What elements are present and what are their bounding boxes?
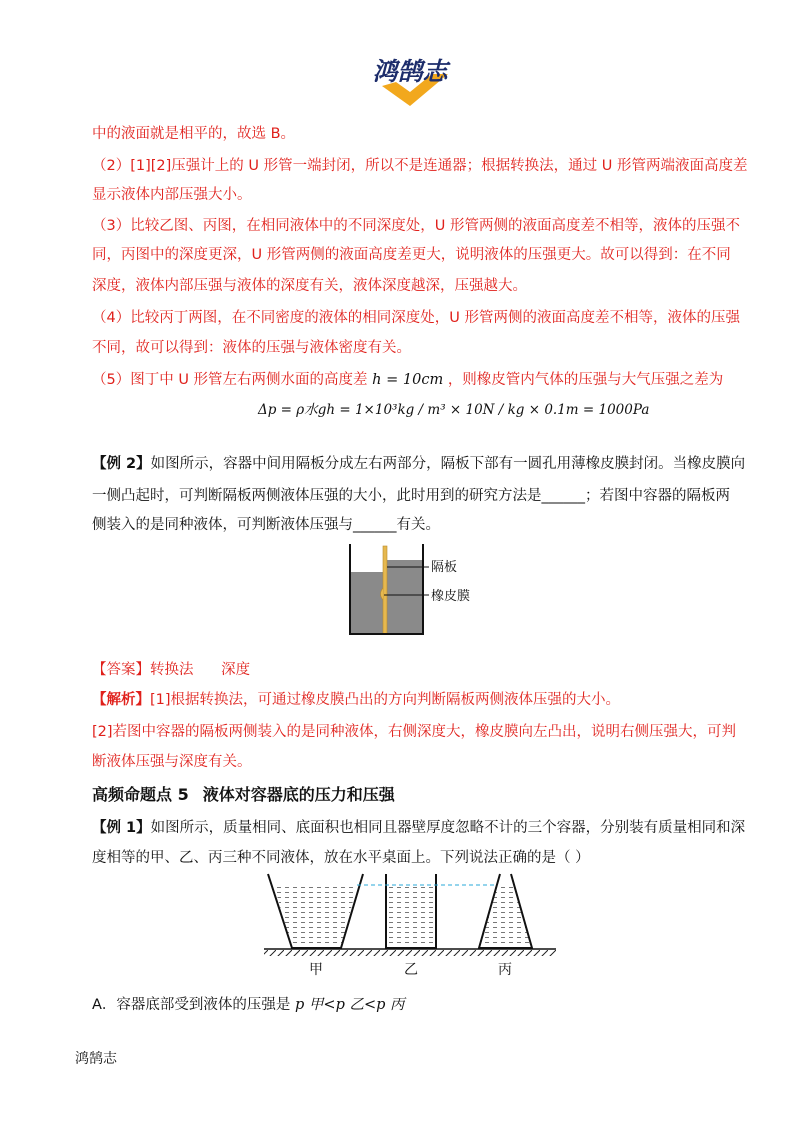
- example1-line-1: [92, 818, 745, 838]
- partition-label: 隔板: [431, 560, 458, 575]
- three-containers-figure: [260, 870, 560, 980]
- container-yi-liquid: [386, 885, 436, 948]
- analysis2-line-1: [92, 690, 620, 710]
- label-yi: 乙: [404, 962, 418, 978]
- analysis2-line-2: [2]若图中容器的隔板两侧装入的是同种液体，右侧深度大，橡皮膜向左凸出，说明右侧压强大，可判: [92, 724, 737, 740]
- label-jia: 甲: [309, 962, 323, 978]
- right-liquid: [387, 560, 422, 634]
- section-number: 高频命题点 5: [92, 785, 189, 804]
- footer-brand: 鸿鹄志: [75, 1051, 117, 1067]
- logo-text: 鸿鹄志: [372, 57, 448, 86]
- example2-label: 【例 2】: [92, 456, 151, 472]
- analysis-line-3: 显示液体内部压强大小。: [92, 187, 252, 203]
- example2-line-1: [92, 454, 745, 474]
- analysis2-label: 【解析】: [92, 692, 150, 708]
- analysis-line-8: 不同，故可以得到：液体的压强与液体密度有关。: [92, 340, 411, 356]
- partition-container-figure: [345, 540, 495, 640]
- example1-line-2: 度相等的甲、乙、丙三种不同液体，放在水平桌面上。下列说法正确的是（ ）: [92, 850, 590, 866]
- analysis-line-9: [92, 370, 723, 390]
- example2-line-3: 侧装入的是同种液体，可判断液体压强与______有关。: [92, 517, 440, 533]
- analysis-line-1: 中的液面就是相平的，故选 B。: [92, 126, 296, 142]
- example2-text-1: 如图所示，容器中间用隔板分成左右两部分，隔板下部有一圆孔用薄橡皮膜封闭。当橡皮膜向: [150, 456, 746, 472]
- example2-line-2: 一侧凸起时，可判断隔板两侧液体压强的大小，此时用到的研究方法是______；若图中容器的隔板两: [92, 488, 730, 504]
- analysis2-line-3: 断液体压强与深度有关。: [92, 754, 252, 770]
- example1-text-1: 如图所示，质量相同、底面积也相同且器壁厚度忽略不计的三个容器，分别装有质量相同和深: [150, 820, 746, 836]
- analysis-line-4: （3）比较乙图、丙图，在相同液体中的不同深度处，U 形管两侧的液面高度差不相等，液体的压强不: [92, 218, 740, 234]
- option-a: [92, 995, 405, 1015]
- option-a-text: A．容器底部受到液体的压强是: [92, 997, 296, 1013]
- answer-label: 【答案】: [92, 662, 150, 678]
- pressure-formula: Δp = ρ水gh = 1×10³kg / m³ × 10N / kg × 0.1m = 1000Pa: [258, 402, 650, 418]
- analysis-line-9-end: ，则橡皮管内气体的压强与大气压强之差为: [447, 372, 724, 388]
- membrane-label: 橡皮膜: [431, 589, 471, 604]
- analysis-line-7: （4）比较丙丁两图，在不同密度的液体的相同深度处，U 形管两侧的液面高度差不相等，液体的压强: [92, 310, 740, 326]
- analysis-line-6: 深度，液体内部压强与液体的深度有关，液体深度越深，压强越大。: [92, 278, 527, 294]
- answer-line: [92, 660, 250, 680]
- answer-text: 转换法 深度: [150, 662, 251, 678]
- label-bing: 丙: [498, 962, 512, 978]
- option-a-math: p 甲<p 乙<p 丙: [295, 997, 405, 1013]
- section-heading: [92, 782, 409, 805]
- partition-board: [383, 546, 387, 634]
- analysis-line-9-start: （5）图丁中 U 形管左右两侧水面的高度差: [92, 372, 368, 388]
- height-difference: h = 10cm: [372, 372, 444, 388]
- left-liquid: [351, 572, 385, 634]
- analysis-line-2: （2）[1][2]压强计上的 U 形管一端封闭，所以不是连通器；根据转换法，通过 U 形管两端液面高度差: [92, 158, 748, 174]
- example1-label: 【例 1】: [92, 820, 151, 836]
- analysis-line-5: 同，丙图中的深度更深，U 形管两侧的液面高度差更大，说明液体的压强更大。故可以得到：在不同: [92, 247, 731, 263]
- section-title: 液体对容器底的压力和压强: [202, 785, 395, 804]
- brand-logo: [352, 52, 468, 108]
- analysis2-text-1: [1]根据转换法，可通过橡皮膜凸出的方向判断隔板两侧液体压强的大小。: [150, 692, 621, 708]
